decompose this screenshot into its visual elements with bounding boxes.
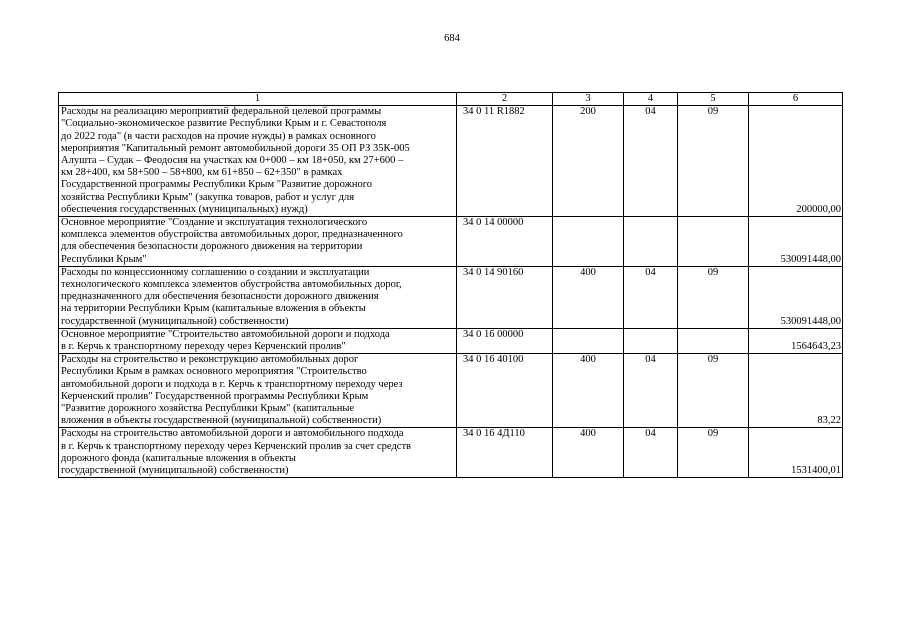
table-row xyxy=(59,266,843,328)
row-description: Расходы на реализацию мероприятий федеральной целевой программы "Социально-экономическое развитие Республики Крым и г. Севастополя до 2022 года" (в части расходов на прочие нужды) в рамках основного мероприятия "Капитальный ремонт автомобильной дороги 35 ОП РЗ 35К-005 Алушта – Судак – Феодосия на участках км 0+000 – км 18+050, км 27+600 – км 28+400, км 58+500 – 58+800, км 61+850 – 62+350" в рамках Государственной программы Республики Крым "Развитие дорожного хозяйства Республики Крым" (закупка товаров, работ и услуг для обеспечения государственных (муниципальных) нужд) xyxy=(59,106,457,217)
row-expense-type xyxy=(553,217,624,267)
row-code: 34 0 16 40100 xyxy=(457,354,553,428)
row-amount: 530091448,00 xyxy=(749,266,843,328)
column-header: 6 xyxy=(749,93,843,106)
column-header: 5 xyxy=(678,93,749,106)
row-description: Расходы на строительство и реконструкцию автомобильных дорог Республики Крым в рамках основного мероприятия "Строительство автомобильной дороги и подхода в г. Керчь к транспортному переходу через Керченский пролив" Государственной программы Республики Крым "Развитие дорожного хозяйства Республики Крым" (капитальные вложения в объекты государственной (муниципальной) собственности) xyxy=(59,354,457,428)
row-expense-type: 200 xyxy=(553,106,624,217)
row-expense-type: 400 xyxy=(553,266,624,328)
row-section xyxy=(624,328,678,353)
column-header: 4 xyxy=(624,93,678,106)
row-code: 34 0 14 00000 xyxy=(457,217,553,267)
row-subsection: 09 xyxy=(678,354,749,428)
row-section xyxy=(624,217,678,267)
row-expense-type: 400 xyxy=(553,354,624,428)
row-expense-type: 400 xyxy=(553,428,624,478)
table-row xyxy=(59,217,843,267)
table-row xyxy=(59,428,843,478)
row-amount: 1531400,01 xyxy=(749,428,843,478)
row-subsection: 09 xyxy=(678,266,749,328)
table-row xyxy=(59,328,843,353)
column-header: 2 xyxy=(457,93,553,106)
row-subsection: 09 xyxy=(678,106,749,217)
row-amount: 200000,00 xyxy=(749,106,843,217)
row-subsection xyxy=(678,217,749,267)
row-code: 34 0 11 R1882 xyxy=(457,106,553,217)
row-code: 34 0 16 00000 xyxy=(457,328,553,353)
column-header: 1 xyxy=(59,93,457,106)
row-description: Расходы на строительство автомобильной дороги и автомобильного подхода в г. Керчь к транспортному переходу через Керченский пролив за счет средств дорожного фонда (капитальные вложения в объекты государственной (муниципальной) собственности) xyxy=(59,428,457,478)
row-description: Основное мероприятие "Создание и эксплуатация технологического комплекса элементов обустройства автомобильных дорог, предназначенного для обеспечения безопасности дорожного движения на территории Республики Крым" xyxy=(59,217,457,267)
row-expense-type xyxy=(553,328,624,353)
row-amount: 1564643,23 xyxy=(749,328,843,353)
row-section: 04 xyxy=(624,106,678,217)
row-section: 04 xyxy=(624,266,678,328)
table-header-row xyxy=(59,93,843,106)
row-description: Основное мероприятие "Строительство автомобильной дороги и подхода в г. Керчь к транспортному переходу через Керченский пролив" xyxy=(59,328,457,353)
page-number: 684 xyxy=(444,33,460,44)
column-header: 3 xyxy=(553,93,624,106)
table-row xyxy=(59,106,843,217)
row-amount: 530091448,00 xyxy=(749,217,843,267)
table-row xyxy=(59,354,843,428)
row-subsection xyxy=(678,328,749,353)
row-code: 34 0 14 90160 xyxy=(457,266,553,328)
row-section: 04 xyxy=(624,428,678,478)
row-subsection: 09 xyxy=(678,428,749,478)
budget-table xyxy=(58,92,843,478)
row-section: 04 xyxy=(624,354,678,428)
row-amount: 83,22 xyxy=(749,354,843,428)
row-code: 34 0 16 4Д110 xyxy=(457,428,553,478)
row-description: Расходы по концессионному соглашению о создании и эксплуатации технологического комплекса элементов обустройства автомобильных дорог, предназначенного для обеспечения безопасности дорожного движения на территории Республики Крым (капитальные вложения в объекты государственной (муниципальной) собственности) xyxy=(59,266,457,328)
